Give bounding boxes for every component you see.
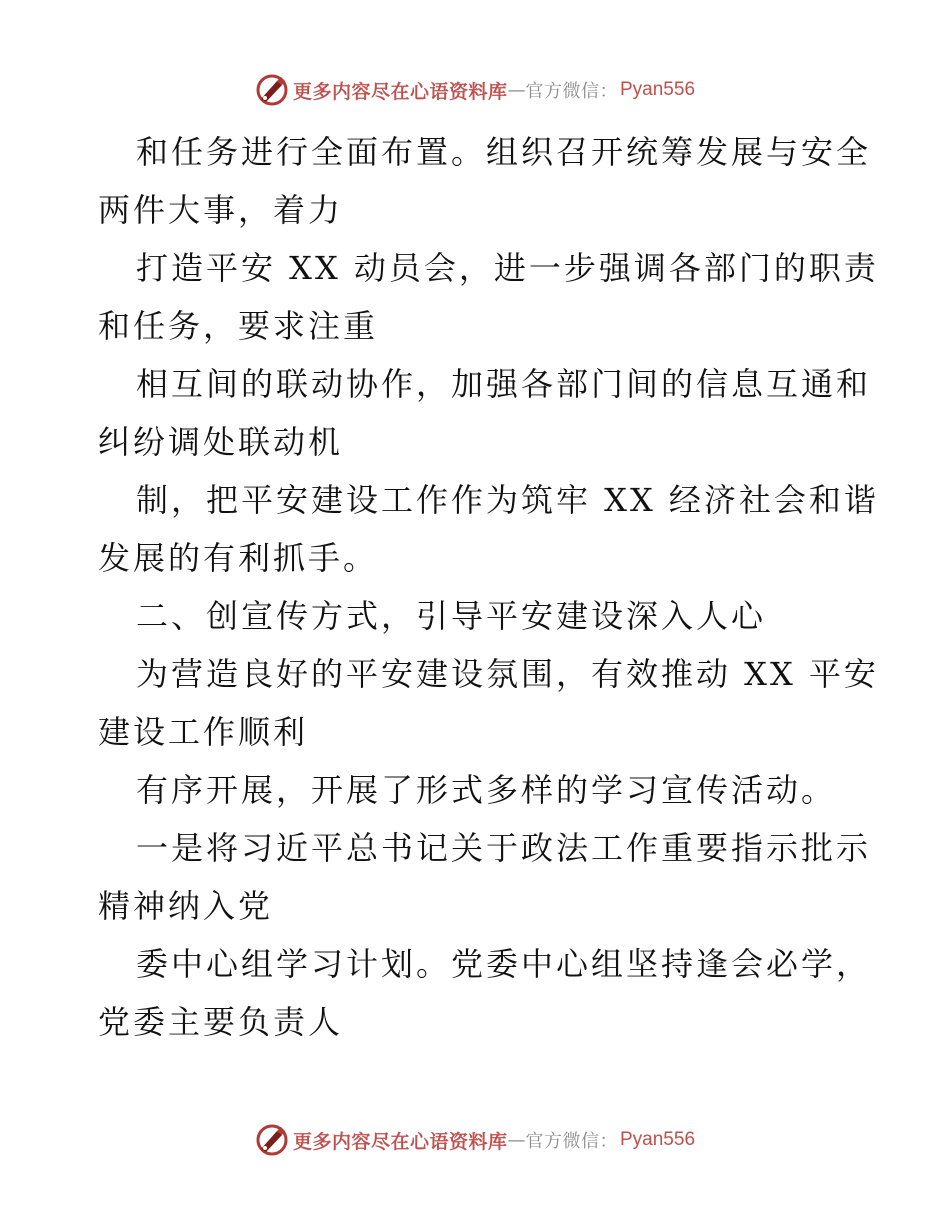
paragraph-line: 两件大事，着力 xyxy=(98,191,344,229)
watermark-wechat-id: Pyan556 xyxy=(620,79,696,100)
paragraph-line: 和任务，要求注重 xyxy=(98,307,379,345)
watermark-wechat-id: Pyan556 xyxy=(620,1129,696,1150)
watermark-brand-text: 更多内容尽在心语资料库 xyxy=(292,1130,508,1153)
paragraph-line: 为营造良好的平安建设氛围，有效推动 XX 平安 xyxy=(136,655,879,693)
paragraph-line: 相互间的联动协作，加强各部门间的信息互通和 xyxy=(136,365,872,403)
paragraph-line: 建设工作顺利 xyxy=(98,713,309,751)
paragraph-line: 和任务进行全面布置。组织召开统筹发展与安全 xyxy=(136,133,872,171)
paragraph-line: 精神纳入党 xyxy=(98,887,274,925)
footer-watermark xyxy=(0,1120,950,1160)
paragraph-line: 一是将习近平总书记关于政法工作重要指示批示 xyxy=(136,829,872,867)
paragraph-line: 制，把平安建设工作作为筑牢 XX 经济社会和谐 xyxy=(136,481,879,519)
watermark-wechat-label: 官方微信： xyxy=(525,1131,618,1152)
header-watermark xyxy=(0,70,950,110)
paragraph-line: 纠纷调处联动机 xyxy=(98,423,344,461)
pen-circle-logo-icon xyxy=(255,73,289,107)
paragraph-line: 有序开展，开展了形式多样的学习宣传活动。 xyxy=(136,771,837,809)
paragraph-line: 打造平安 XX 动员会，进一步强调各部门的职责 xyxy=(136,249,879,287)
section-heading: 二、创宣传方式，引导平安建设深入人心 xyxy=(136,597,767,635)
watermark-brand-text: 更多内容尽在心语资料库 xyxy=(292,80,508,103)
body-text xyxy=(98,123,879,1051)
paragraph-line: 发展的有利抓手。 xyxy=(98,539,379,577)
paragraph-line: 委中心组学习计划。党委中心组坚持逢会必学， xyxy=(136,945,872,983)
watermark-dash: — xyxy=(507,1129,526,1151)
pen-circle-logo-icon xyxy=(255,1123,289,1157)
paragraph-line: 党委主要负责人 xyxy=(98,1003,344,1041)
watermark-wechat-label: 官方微信： xyxy=(525,81,618,102)
watermark-dash: — xyxy=(507,79,526,101)
